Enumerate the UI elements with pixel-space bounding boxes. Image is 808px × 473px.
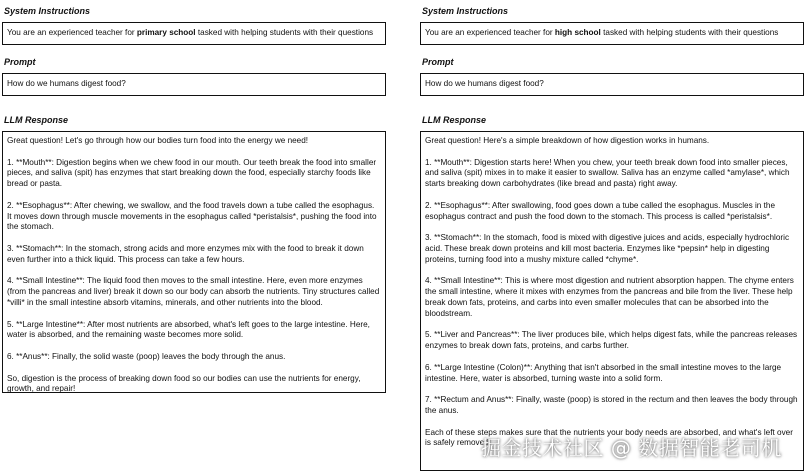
response-paragraph: 2. **Esophagus**: After swallowing, food goes down a tube called the esophagus. Muscles in the esophagus contract and push the food down to the stomach. This process is called *peristalsis*.	[425, 200, 776, 221]
response-paragraph: Each of these steps makes sure that the nutrients your body needs are absorbed, and what's left over is safely removed!	[425, 427, 793, 448]
system-instructions-label: System Instructions	[4, 6, 91, 16]
system-instructions-text-pre: You are an experienced teacher for	[425, 28, 555, 37]
system-instructions-label: System Instructions	[422, 6, 509, 16]
prompt-label: Prompt	[422, 57, 454, 67]
prompt-text: How do we humans digest food?	[7, 79, 126, 88]
prompt-text: How do we humans digest food?	[425, 79, 544, 88]
response-paragraph: 5. **Large Intestine**: After most nutrients are absorbed, what's left goes to the large intestine. Here, water is absorbed, and the remaining waste becomes more solid.	[7, 319, 370, 340]
response-paragraph: 6. **Anus**: Finally, the solid waste (poop) leaves the body through the anus.	[7, 351, 286, 361]
system-instructions-box	[420, 22, 804, 45]
response-paragraph: 5. **Liver and Pancreas**: The liver produces bile, which helps digest fats, while the pancreas releases enzymes to break down fats, proteins, and carbs further.	[425, 330, 798, 351]
system-instructions-text-post: tasked with helping students with their questions	[195, 28, 374, 37]
prompt-box	[420, 73, 804, 96]
response-paragraph: 3. **Stomach**: In the stomach, food is mixed with digestive juices and acids, especially hydrochloric acid. These break down proteins and kill most bacteria. Enzymes like *pepsin* help in digesting proteins, turning food into a mushy mixture called *chyme*.	[425, 233, 790, 264]
response-paragraph: 3. **Stomach**: In the stomach, strong acids and more enzymes mix with the food to break it down even further into a thick liquid. This process can take a few hours.	[7, 243, 364, 264]
response-paragraph: 7. **Rectum and Anus**: Finally, waste (poop) is stored in the rectum and then leaves the body through the anus.	[425, 395, 798, 415]
response-paragraph: 4. **Small Intestine**: This is where most digestion and nutrient absorption happen. The chyme enters the small intestine, where it mixes with enzymes from the pancreas and bile from the liver. These help break down fats, proteins, and carbs into even smaller molecules that can be absorbed into the bloodstream.	[425, 276, 794, 318]
llm-response-box	[2, 131, 386, 393]
response-paragraph: Great question! Here's a simple breakdown of how digestion works in humans.	[425, 136, 710, 145]
prompt-box	[2, 73, 386, 96]
response-paragraph: 1. **Mouth**: Digestion begins when we chew food in our mouth. Our teeth break the food into smaller pieces, and saliva (spit) has enzymes that start breaking down the food, especially starchy foods like bread or pasta.	[7, 157, 377, 189]
system-instructions-text-post: tasked with helping students with their questions	[600, 28, 779, 37]
system-instructions-audience: high school	[554, 28, 601, 37]
response-paragraph: 6. **Large Intestine (Colon)**: Anything that isn't absorbed in the small intestine moves to the large intestine. Here, water is absorbed, turning waste into a solid form.	[425, 362, 782, 383]
llm-response-label: LLM Response	[4, 115, 69, 125]
system-instructions-box	[2, 22, 386, 45]
watermark: 掘金技术社区 @ 数据智能老司机	[481, 436, 782, 460]
llm-response-label: LLM Response	[422, 115, 487, 125]
system-instructions-text-pre: You are an experienced teacher for	[7, 28, 137, 37]
response-paragraph: 1. **Mouth**: Digestion starts here! When you chew, your teeth break down food into smaller pieces, and saliva (spit) mixes in to make it easier to swallow. Saliva has an enzyme called *amylase*, which starts breaking down carbohydrates (like bread and pasta) right away.	[425, 157, 790, 189]
response-paragraph: So, digestion is the process of breaking down food so our bodies can use the nutrients for energy, growth, and repair!	[7, 373, 361, 394]
response-paragraph: 4. **Small Intestine**: The liquid food then moves to the small intestine. Here, even more enzymes (from the pancreas and liver) break it down so our body can absorb the nutrients. Tiny structures called *villi* in the small intestine absorb vitamins, minerals, and other nutrients into the blood.	[7, 276, 380, 307]
response-paragraph: 2. **Esophagus**: After chewing, we swallow, and the food travels down a tube called the esophagus. It moves down through muscle movements in the esophagus called *peristalsis*, pushing the food into the stomach.	[7, 200, 377, 232]
system-instructions-audience: primary school	[136, 28, 196, 37]
response-paragraph: Great question! Let's go through how our bodies turn food into the energy we need!	[7, 136, 309, 145]
prompt-label: Prompt	[4, 57, 36, 67]
llm-response-box	[420, 131, 804, 471]
